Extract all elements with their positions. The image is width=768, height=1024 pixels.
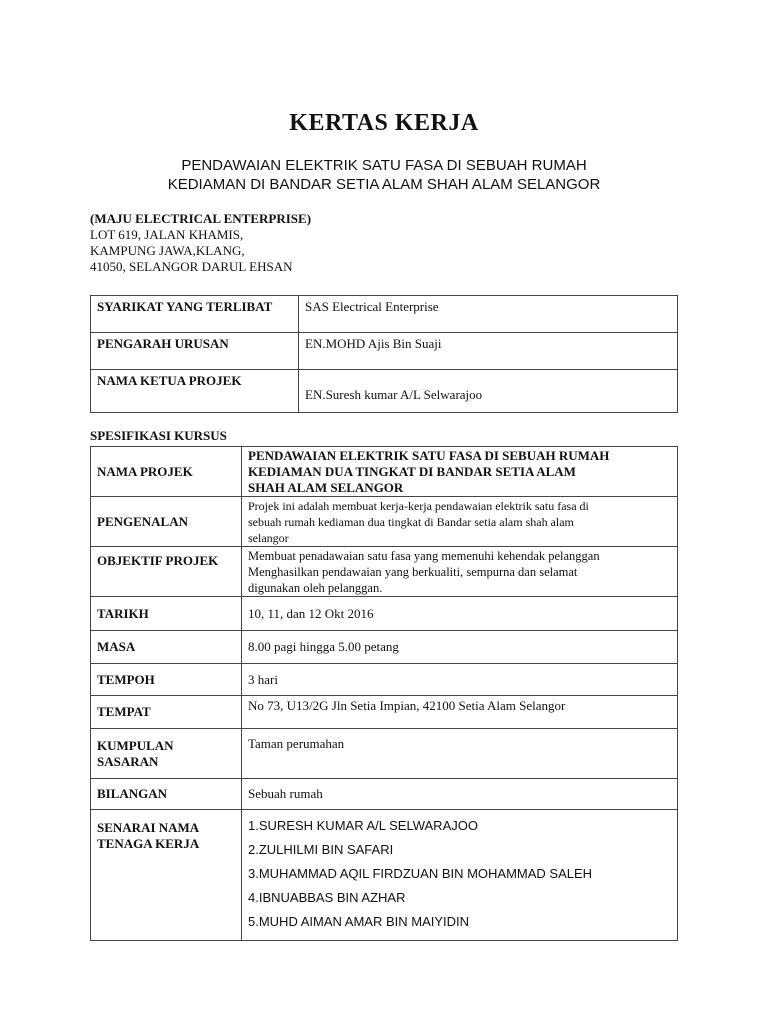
list-item: 1.SURESH KUMAR A/L SELWARAJOO (248, 818, 478, 833)
table-row (91, 810, 678, 941)
date-label: TARIKH (91, 597, 242, 631)
table-row (91, 547, 678, 597)
spec-table (90, 446, 678, 941)
list-item: 2.ZULHILMI BIN SAFARI (248, 842, 394, 857)
duration-label: TEMPOH (91, 664, 242, 696)
spec-heading: SPESIFIKASI KURSUS (90, 428, 227, 443)
quantity-label: BILANGAN (91, 779, 242, 810)
company-info-table (90, 295, 678, 413)
location-label: TEMPAT (91, 696, 242, 729)
date-value: 10, 11, dan 12 Okt 2016 (242, 597, 678, 631)
table-row (91, 333, 678, 370)
project-leader-value: EN.Suresh kumar A/L Selwarajoo (299, 370, 678, 413)
subtitle-line-2: KEDIAMAN DI BANDAR SETIA ALAM SHAH ALAM SELANGOR (167, 176, 601, 193)
company-value: SAS Electrical Enterprise (299, 296, 678, 333)
company-address (90, 211, 311, 275)
address-line-3: 41050, SELANGOR DARUL EHSAN (90, 259, 293, 274)
project-leader-label: NAMA KETUA PROJEK (91, 370, 299, 413)
project-name-line-2: KEDIAMAN DUA TINGKAT DI BANDAR SETIA ALAM (248, 464, 576, 479)
director-label: PENGARAH URUSAN (91, 333, 299, 370)
target-group-value: Taman perumahan (242, 729, 678, 779)
quantity-value: Sebuah rumah (242, 779, 678, 810)
table-row (91, 696, 678, 729)
objective-line-3: digunakan oleh pelanggan. (248, 581, 383, 595)
address-line-2: KAMPUNG JAWA,KLANG, (90, 243, 245, 258)
table-row (91, 370, 678, 413)
list-item: 4.IBNUABBAS BIN AZHAR (248, 890, 406, 905)
list-item: 3.MUHAMMAD AQIL FIRDZUAN BIN MOHAMMAD SALEH (248, 866, 593, 881)
table-row (91, 779, 678, 810)
introduction-value (242, 497, 678, 547)
objective-line-1: Membuat penadawaian satu fasa yang memenuhi kehendak pelanggan (248, 549, 600, 563)
address-company-name: (MAJU ELECTRICAL ENTERPRISE) (90, 211, 312, 226)
location-value: No 73, U13/2G Jln Setia Impian, 42100 Setia Alam Selangor (242, 696, 678, 729)
project-name-value (242, 447, 678, 497)
objective-line-2: Menghasilkan pendawaian yang berkualiti, sempurna dan selamat (248, 565, 578, 579)
director-value: EN.MOHD Ajis Bin Suaji (299, 333, 678, 370)
target-group-label-line-2: SASARAN (97, 753, 159, 769)
table-row (91, 447, 678, 497)
objective-value (242, 547, 678, 597)
workforce-label-line-2: TENAGA KERJA (97, 836, 200, 851)
workforce-label (91, 810, 242, 941)
company-label: SYARIKAT YANG TERLIBAT (91, 296, 299, 333)
workforce-list (242, 810, 678, 941)
table-row (91, 631, 678, 664)
table-row (91, 729, 678, 779)
project-name-label: NAMA PROJEK (91, 447, 242, 497)
time-label: MASA (91, 631, 242, 664)
workforce-label-line-1: SENARAI NAMA (97, 820, 200, 835)
table-row (91, 497, 678, 547)
document-subtitle (0, 156, 768, 194)
time-value: 8.00 pagi hingga 5.00 petang (242, 631, 678, 664)
objective-label: OBJEKTIF PROJEK (91, 547, 242, 597)
address-line-1: LOT 619, JALAN KHAMIS, (90, 227, 244, 242)
introduction-label: PENGENALAN (91, 497, 242, 547)
document-title: KERTAS KERJA (289, 110, 479, 136)
introduction-line-2: sebuah rumah kediaman dua tingkat di Bandar setia alam shah alam (248, 515, 574, 529)
target-group-label-line-1: KUMPULAN (97, 737, 174, 753)
target-group-label (91, 729, 242, 779)
subtitle-line-1: PENDAWAIAN ELEKTRIK SATU FASA DI SEBUAH RUMAH (181, 157, 587, 174)
list-item: 5.MUHD AIMAN AMAR BIN MAIYIDIN (248, 914, 470, 929)
introduction-line-1: Projek ini adalah membuat kerja-kerja pendawaian elektrik satu fasa di (248, 499, 589, 513)
table-row (91, 296, 678, 333)
table-row (91, 597, 678, 631)
project-name-line-3: SHAH ALAM SELANGOR (248, 480, 404, 495)
project-name-line-1: PENDAWAIAN ELEKTRIK SATU FASA DI SEBUAH RUMAH (248, 448, 610, 463)
duration-value: 3 hari (242, 664, 678, 696)
table-row (91, 664, 678, 696)
introduction-line-3: selangor (248, 531, 289, 545)
